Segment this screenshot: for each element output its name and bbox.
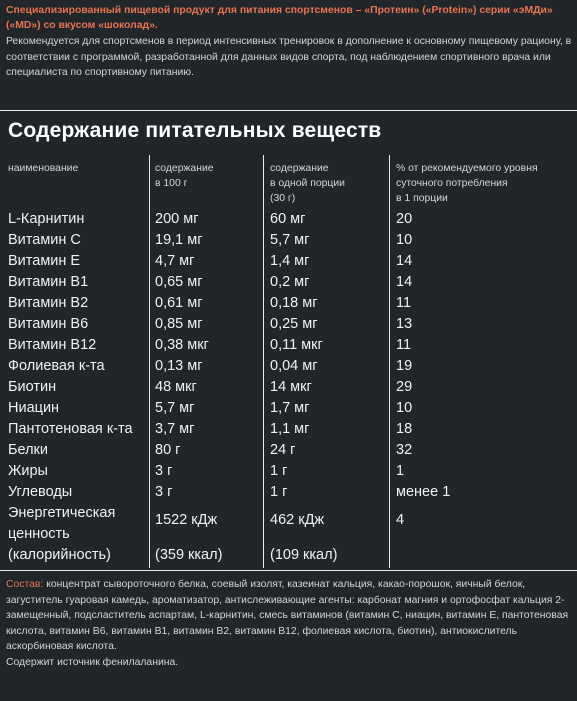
row-percent: 14 bbox=[396, 274, 413, 290]
row-portion: 0,25 мг bbox=[270, 316, 318, 332]
energy-per100-kcal: (359 ккал) bbox=[155, 547, 223, 563]
product-line-text: Специализированный пищевой продукт для питания спортсменов – «Протеин» («Protein») серии «эМДи» («MD») со вкусом «шоколад». bbox=[6, 5, 553, 31]
table-row bbox=[0, 461, 577, 482]
row-name: Углеводы bbox=[8, 484, 73, 500]
row-name: Витамин В6 bbox=[8, 316, 89, 332]
table-row bbox=[0, 419, 577, 440]
nutrients-title: Содержание питательных веществ bbox=[8, 119, 382, 142]
row-portion: 1,1 мг bbox=[270, 421, 310, 437]
row-percent: 11 bbox=[396, 337, 412, 353]
row-per100: 48 мкг bbox=[155, 379, 197, 395]
row-per100: 200 мг bbox=[155, 211, 199, 227]
row-portion: 0,2 мг bbox=[270, 274, 310, 290]
row-percent: 10 bbox=[396, 232, 413, 248]
row-name: Витамин В1 bbox=[8, 274, 89, 290]
row-percent: менее 1 bbox=[396, 484, 451, 500]
row-name: Биотин bbox=[8, 379, 57, 395]
row-percent: 29 bbox=[396, 379, 413, 395]
row-per100: 19,1 мг bbox=[155, 232, 203, 248]
row-per100: 5,7 мг bbox=[155, 400, 195, 416]
row-portion: 1 г bbox=[270, 463, 288, 479]
row-percent: 1 bbox=[396, 463, 405, 479]
row-portion: 1,7 мг bbox=[270, 400, 310, 416]
nutrient-table bbox=[0, 155, 577, 568]
energy-portion-kj: 462 кДж bbox=[270, 512, 325, 528]
row-per100: 3 г bbox=[155, 463, 173, 479]
energy-row-name2 bbox=[0, 524, 577, 545]
energy-row-kcal bbox=[0, 545, 577, 566]
row-portion: 60 мг bbox=[270, 211, 306, 227]
composition-text: концентрат сывороточного белка, соевый изолят, казеинат кальция, какао-порошок, яичный белок, загуститель гуаровая камедь, ароматизатор, антислеживающие агенты: карбонат магния и ортофосфат кальция 2-замещенный, подсластитель аспартам, L-карнитин, смесь витаминов (витамин С, ниацин, витамин Е, пантотеновая кислота, витамин В6, витамин В1, витамин В2, витамин В12, фолиевая кислота, биотин), антиокислитель аскорбиновая кислота. bbox=[6, 579, 569, 652]
row-name: L-Карнитин bbox=[8, 211, 85, 227]
energy-name-line1: Энергетическая bbox=[8, 505, 116, 521]
table-row bbox=[0, 356, 577, 377]
table-row bbox=[0, 377, 577, 398]
row-portion: 0,11 мкг bbox=[270, 337, 323, 353]
row-name: Ниацин bbox=[8, 400, 60, 416]
column-header-portion: содержание в одной порции (30 г) bbox=[270, 163, 345, 204]
row-per100: 80 г bbox=[155, 442, 181, 458]
column-header-per100: содержание в 100 г bbox=[155, 163, 214, 189]
row-per100: 4,7 мг bbox=[155, 253, 195, 269]
column-header-percent: % от рекомендуемого уровня суточного потребления в 1 порции bbox=[396, 163, 538, 204]
energy-portion-kcal: (109 ккал) bbox=[270, 547, 338, 563]
row-per100: 3,7 мг bbox=[155, 421, 195, 437]
row-percent: 20 bbox=[396, 211, 413, 227]
row-portion: 0,04 мг bbox=[270, 358, 318, 374]
energy-name-line3: (калорийность) bbox=[8, 547, 111, 563]
row-percent: 13 bbox=[396, 316, 413, 332]
table-row bbox=[0, 440, 577, 461]
row-name: Фолиевая к-та bbox=[8, 358, 105, 374]
row-per100: 0,38 мкг bbox=[155, 337, 209, 353]
composition-label: Состав: bbox=[6, 579, 44, 590]
row-name: Белки bbox=[8, 442, 49, 458]
energy-name-line2: ценность bbox=[8, 526, 70, 542]
row-percent: 19 bbox=[396, 358, 413, 374]
recommendation-text: Рекомендуется для спортсменов в период интенсивных тренировок в дополнение к основному пищевому рациону, в соответствии с программой, разработанной для данных видов спорта, под наблюдением спортивного врача или специалиста по спортивному питанию. bbox=[6, 36, 572, 78]
row-per100: 0,65 мг bbox=[155, 274, 203, 290]
row-name: Витамин Е bbox=[8, 253, 81, 269]
table-row bbox=[0, 209, 577, 230]
composition-block bbox=[6, 577, 572, 670]
row-per100: 0,61 мг bbox=[155, 295, 203, 311]
row-percent: 18 bbox=[396, 421, 413, 437]
row-portion: 14 мкг bbox=[270, 379, 312, 395]
table-row bbox=[0, 398, 577, 419]
row-portion: 24 г bbox=[270, 442, 296, 458]
row-portion: 1,4 мг bbox=[270, 253, 310, 269]
row-percent: 14 bbox=[396, 253, 413, 269]
table-row bbox=[0, 314, 577, 335]
energy-per100-kj: 1522 кДж bbox=[155, 512, 218, 528]
row-per100: 3 г bbox=[155, 484, 173, 500]
phenylalanine-note: Содержит источник фенилаланина. bbox=[6, 656, 179, 668]
row-percent: 32 bbox=[396, 442, 413, 458]
row-percent: 11 bbox=[396, 295, 412, 311]
table-row bbox=[0, 335, 577, 356]
row-name: Пантотеновая к-та bbox=[8, 421, 133, 437]
row-name: Витамин С bbox=[8, 232, 81, 248]
table-row bbox=[0, 293, 577, 314]
row-portion: 5,7 мг bbox=[270, 232, 310, 248]
divider-bottom bbox=[0, 570, 577, 571]
divider-top bbox=[0, 110, 577, 111]
row-name: Жиры bbox=[8, 463, 48, 479]
table-row bbox=[0, 230, 577, 251]
row-name: Витамин В2 bbox=[8, 295, 89, 311]
row-portion: 0,18 мг bbox=[270, 295, 318, 311]
row-name: Витамин В12 bbox=[8, 337, 97, 353]
energy-percent: 4 bbox=[396, 512, 405, 528]
table-row bbox=[0, 482, 577, 503]
row-portion: 1 г bbox=[270, 484, 288, 500]
column-header-name: наименование bbox=[8, 163, 79, 174]
table-row bbox=[0, 251, 577, 272]
row-per100: 0,85 мг bbox=[155, 316, 203, 332]
row-per100: 0,13 мг bbox=[155, 358, 203, 374]
row-percent: 10 bbox=[396, 400, 413, 416]
table-row bbox=[0, 272, 577, 293]
